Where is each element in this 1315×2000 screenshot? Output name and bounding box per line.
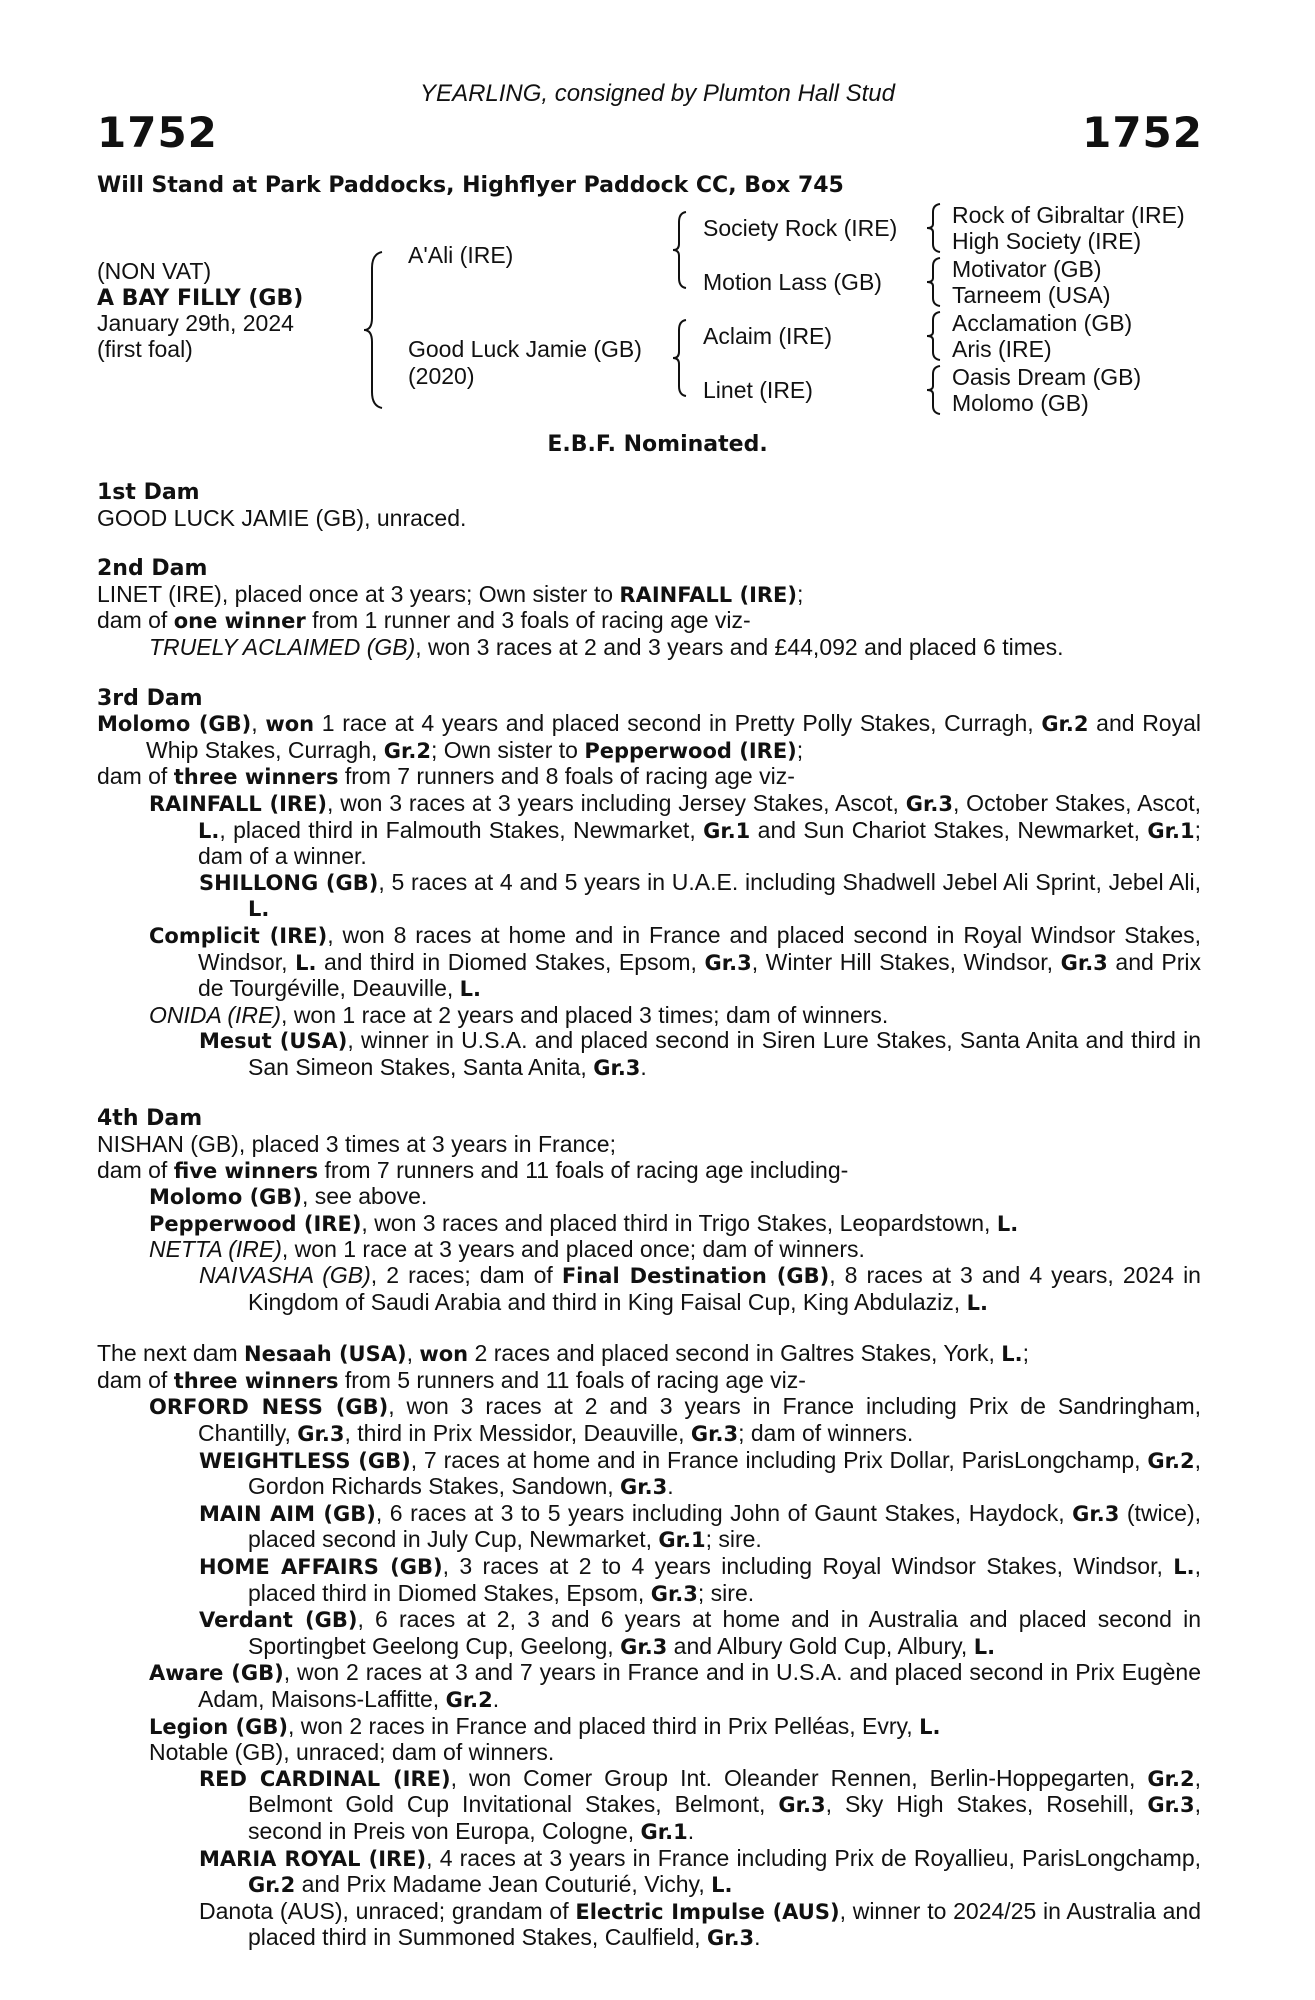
produce-main-aim: MAIN AIM (GB), 6 races at 3 to 5 years including John of Gaunt Stakes, Haydock, Gr.3 (twice), placed second in July Cup, Newmarket, Gr.1; sire. — [199, 1499, 1202, 1553]
next-dam-produce-line: dam of three winners from 5 runners and 11 foals of racing age viz- — [97, 1366, 806, 1393]
second-dam-produce: TRUELY ACLAIMED (GB), won 3 races at 2 and 3 years and £44,092 and placed 6 times. — [149, 633, 1064, 660]
produce-complicit: Complicit (IRE), won 8 races at home and in France and placed second in Royal Windsor Stakes, Windsor, L. and third in Diomed Stakes, Epsom, Gr.3, Winter Hill Stakes, Windsor, Gr.3 and Prix de Tourgéville, Deauville, L. — [149, 921, 1201, 1002]
produce-onida: ONIDA (IRE), won 1 race at 2 years and placed 3 times; dam of winners. — [149, 1001, 889, 1028]
produce-mesut: Mesut (USA), winner in U.S.A. and placed second in Siren Lure Stakes, Santa Anita and third in San Simeon Stakes, Santa Anita, Gr.3. — [199, 1027, 1201, 1080]
second-dam-produce-line: dam of one winner from 1 runner and 3 foals of racing age viz- — [97, 607, 751, 634]
fourth-dam-section — [97, 1106, 1201, 1316]
produce-rainfall: RAINFALL (IRE), won 3 races at 3 years including Jersey Stakes, Ascot, Gr.3, October Stakes, Ascot, L., placed third in Falmouth Stakes, Newmarket, Gr.1 and Sun Chariot Stakes, Newmarket, Gr.1; dam of a winner. — [149, 789, 1201, 870]
catalogue-body — [97, 480, 1201, 1952]
third-dam-heading: 3rd Dam — [97, 685, 203, 711]
pedigree-brace-main — [360, 250, 390, 410]
gg-3: Motivator (GB) — [952, 256, 1102, 282]
gg-5: Acclamation (GB) — [952, 310, 1133, 336]
stand-location: Will Stand at Park Paddocks, Highflyer Paddock CC, Box 745 — [97, 173, 844, 198]
pedigree-brace-gg1 — [924, 202, 946, 254]
produce-shillong: SHILLONG (GB), 5 races at 4 and 5 years in U.A.E. including Shadwell Jebel Ali Sprint, Jebel Ali, L. — [199, 868, 1201, 922]
second-dam-heading: 2nd Dam — [97, 556, 208, 582]
produce-red-cardinal: RED CARDINAL (IRE), won Comer Group Int. Oleander Rennen, Berlin-Hoppegarten, Gr.2, Belmont Gold Cup Invitational Stakes, Belmont, Gr.3, Sky High Stakes, Rosehill, Gr.3, second in Preis von Europa, Cologne, Gr.1. — [199, 1764, 1201, 1844]
first-dam-text: GOOD LUCK JAMIE (GB), unraced. — [97, 504, 467, 531]
second-dam-line: LINET (IRE), placed once at 3 years; Own sister to RAINFALL (IRE); — [97, 580, 804, 607]
second-dam-section — [97, 556, 1201, 660]
produce-legion: Legion (GB), won 2 races in France and placed third in Prix Pelléas, Evry, L. — [149, 1712, 941, 1739]
produce-molomo: Molomo (GB), see above. — [149, 1183, 428, 1210]
pedigree-brace-sire — [670, 210, 692, 290]
lot-number-left: 1752 — [97, 108, 218, 157]
gg-7: Oasis Dream (GB) — [952, 364, 1142, 390]
produce-verdant: Verdant (GB), 6 races at 2, 3 and 6 years at home and in Australia and placed second in Sportingbet Geelong Cup, Geelong, Gr.3 and Albury Gold Cup, Albury, L. — [199, 1606, 1201, 1659]
horse-name: A BAY FILLY (GB) — [97, 286, 304, 311]
pedigree-brace-gg4 — [924, 364, 946, 416]
horse-foal: (first foal) — [97, 336, 193, 362]
dam-name: Good Luck Jamie (GB) — [408, 336, 642, 362]
produce-danota: Danota (AUS), unraced; grandam of Electric Impulse (AUS), winner to 2024/25 in Australia and placed third in Summoned Stakes, Caulfield, Gr.3. — [199, 1897, 1202, 1951]
next-dam-section — [97, 1341, 1201, 1952]
next-dam-line: The next dam Nesaah (USA), won 2 races and placed second in Galtres Stakes, York, L.; — [97, 1340, 1030, 1367]
dam-sire: Aclaim (IRE) — [703, 323, 833, 349]
third-dam-line: Molomo (GB), won 1 race at 4 years and placed second in Pretty Polly Stakes, Curragh, Gr.2 and Royal Whip Stakes, Curragh, Gr.2; Own sister to Pepperwood (IRE); — [97, 710, 1201, 763]
dam-year: (2020) — [408, 363, 475, 389]
fourth-dam-line: NISHAN (GB), placed 3 times at 3 years in France; — [97, 1131, 616, 1158]
produce-notable: Notable (GB), unraced; dam of winners. — [149, 1739, 555, 1766]
produce-home-affairs: HOME AFFAIRS (GB), 3 races at 2 to 4 years including Royal Windsor Stakes, Windsor, L., placed third in Diomed Stakes, Epsom, Gr.3; sire. — [199, 1552, 1202, 1606]
gg-1: Rock of Gibraltar (IRE) — [952, 202, 1185, 228]
gg-8: Molomo (GB) — [952, 390, 1089, 416]
produce-aware: Aware (GB), won 2 races at 3 and 7 years in France and in U.S.A. and placed second in Prix Eugène Adam, Maisons-Laffitte, Gr.2. — [149, 1659, 1201, 1712]
horse-vat: (NON VAT) — [97, 258, 212, 284]
produce-pepperwood: Pepperwood (IRE), won 3 races and placed third in Trigo Stakes, Leopardstown, L. — [149, 1209, 1019, 1236]
pedigree-brace-gg2 — [924, 256, 946, 308]
gg-4: Tarneem (USA) — [952, 282, 1111, 308]
dam-dam: Linet (IRE) — [703, 377, 813, 403]
sire-sire: Society Rock (IRE) — [703, 215, 898, 241]
ebf-nominated: E.B.F. Nominated. — [547, 432, 768, 457]
produce-maria-royal: MARIA ROYAL (IRE), 4 races at 3 years in France including Prix de Royallieu, ParisLongchamp, Gr.2 and Prix Madame Jean Couturié, Vichy, L. — [199, 1844, 1201, 1898]
fourth-dam-heading: 4th Dam — [97, 1106, 203, 1132]
produce-naivasha: NAIVASHA (GB), 2 races; dam of Final Destination (GB), 8 races at 3 and 4 years, 2024 in Kingdom of Saudi Arabia and third in King Faisal Cup, King Abdulaziz, L. — [199, 1262, 1201, 1315]
sire-dam: Motion Lass (GB) — [703, 269, 882, 295]
horse-dob: January 29th, 2024 — [97, 310, 294, 336]
lot-number-right: 1752 — [1082, 108, 1203, 157]
pedigree-brace-gg3 — [924, 310, 946, 362]
third-dam-section — [97, 686, 1201, 1082]
first-dam-section — [97, 480, 1201, 531]
first-dam-heading: 1st Dam — [97, 480, 200, 505]
produce-netta: NETTA (IRE), won 1 race at 3 years and placed once; dam of winners. — [149, 1236, 865, 1263]
third-dam-produce-line: dam of three winners from 7 runners and 8 foals of racing age viz- — [97, 763, 795, 790]
sire-name: A'Ali (IRE) — [408, 242, 514, 268]
gg-2: High Society (IRE) — [952, 228, 1142, 254]
consignment-line: YEARLING, consigned by Plumton Hall Stud — [420, 80, 895, 107]
produce-weightless: WEIGHTLESS (GB), 7 races at home and in France including Prix Dollar, ParisLongchamp, Gr.2, Gordon Richards Stakes, Sandown, Gr.3. — [199, 1446, 1201, 1500]
fourth-dam-produce-line: dam of five winners from 7 runners and 11 foals of racing age including- — [97, 1156, 849, 1183]
produce-orford-ness: ORFORD NESS (GB), won 3 races at 2 and 3 years in France including Prix de Sandringham, Chantilly, Gr.3, third in Prix Messidor, Deauville, Gr.3; dam of winners. — [149, 1393, 1202, 1446]
pedigree-brace-dam — [670, 318, 692, 398]
gg-6: Aris (IRE) — [952, 336, 1052, 362]
